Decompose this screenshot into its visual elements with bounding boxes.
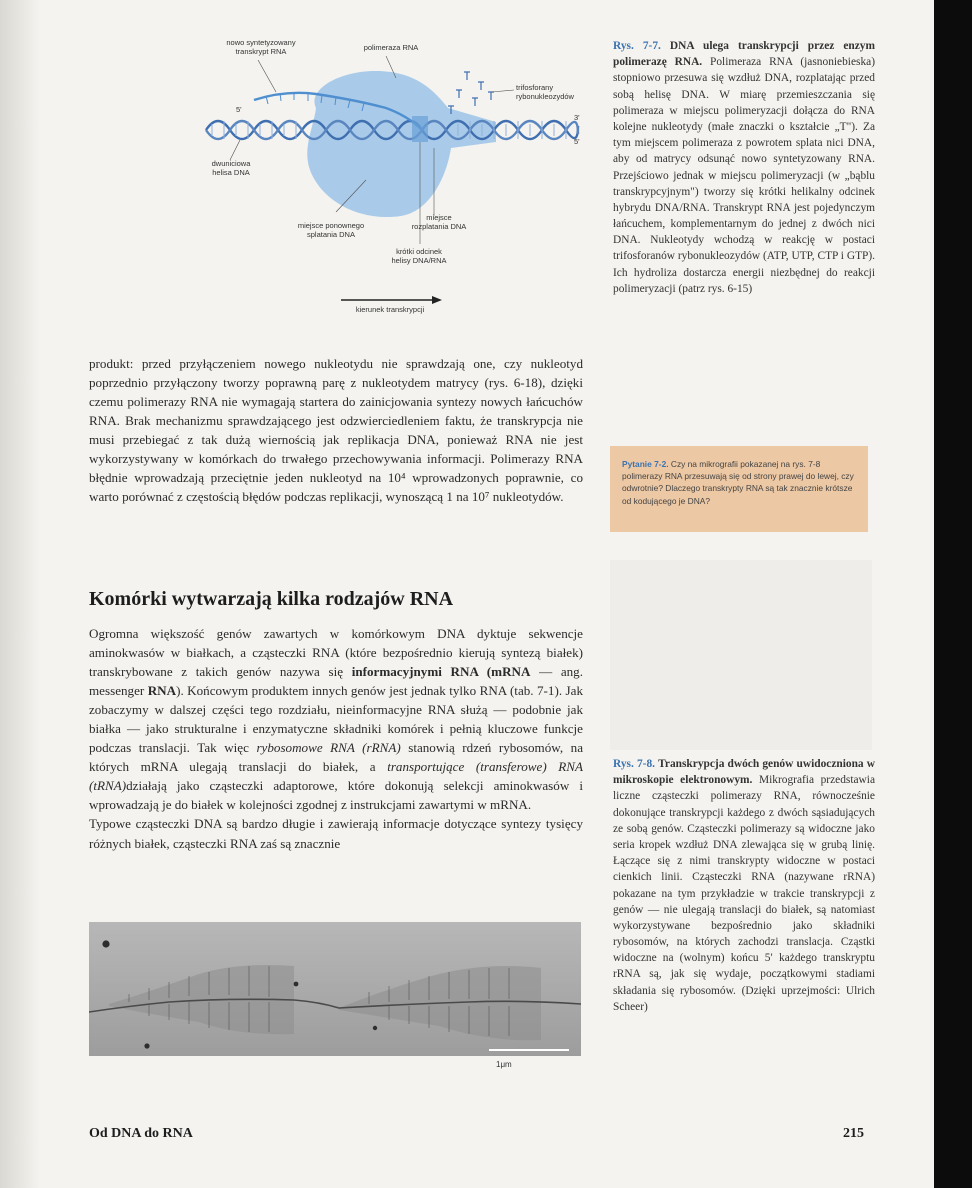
label-triphosphates: trifosforany rybonukleozydów — [516, 83, 574, 101]
bleed-through — [610, 560, 872, 750]
question-label: Pytanie 7-2. — [622, 459, 669, 469]
micrograph-image — [89, 922, 581, 1056]
caption-label: Rys. 7-7. — [613, 40, 661, 52]
label-unwinding-site: miejsce rozplatania DNA — [411, 213, 467, 231]
dna-rna-hybrid-region — [412, 116, 428, 142]
figure-7-7-caption — [613, 38, 875, 297]
question-text: Czy na mikrografii pokazanej na rys. 7-8 polimerazy RNA przesuwają się od strony prawej do lewej, czy odwrotnie? Dlaczego transkrypty RNA są tak znacznie krótsze od kodującego je DNA? — [622, 459, 854, 506]
paragraph-2 — [89, 624, 583, 853]
term-rna: RNA — [147, 683, 177, 699]
label-5-prime-top: 5' — [236, 105, 242, 114]
page-edge-shadow — [0, 0, 40, 1188]
label-direction: kierunek transkrypcji — [355, 305, 425, 314]
paragraph-3-text: Typowe cząsteczki DNA są bardzo długie i zawierają informacje dotyczące syntezy tysięcy różnych białek, cząsteczki RNA zaś są znacznie — [89, 816, 583, 851]
electron-micrograph — [89, 922, 581, 1056]
caption-body: Mikrografia przedstawia liczne cząsteczki polimerazy RNA, równocześnie dokonujące transkrypcji każdego z dwóch sąsiadujących ze sobą genów. Cząsteczki polimerazy są widoczne jako seria kropek wzdłuż DNA zlewająca się w grubą linię. Łączące się z nimi transkrypty widoczne w postaci cienkich linii. Cząsteczki RNA (nazywane rRNA) pokazane na tym przykładzie w trakcie transkrypcji z genów — nie ulegają translacji do białek, są natomiast wykorzystywane bezpośrednio jako składniki rybosomów, na których zachodzi translacja. Cząstki widoczne na (wolnym) końcu 5′ każdego transkryptu rRNA są, jak się wydaje, początkowymi stadiami składania się rybosomów. (Dzięki uprzejmości: Ulrich Scheer) — [613, 774, 876, 1013]
label-hybrid-helix: krótki odcinek helisy DNA/RNA — [391, 247, 447, 265]
label-polymerase: polimeraza RNA — [363, 43, 419, 52]
term-trna: transportujące (transferowe) RNA (tRNA) — [89, 759, 583, 794]
scan-border — [934, 0, 972, 1188]
label-new-transcript: nowo syntetyzowany transkrypt RNA — [226, 38, 296, 56]
paragraph-2-text — [89, 624, 583, 814]
term-mrna: informacyjnymi RNA (mRNA — [351, 664, 531, 680]
section-heading: Komórki wytwarzają kilka rodzajów RNA — [89, 588, 454, 610]
p2-part4: stanowią rdzeń rybosomów, na których mRNA ulegają translacji do białek, a — [89, 740, 584, 775]
label-5-prime-right: 5' — [574, 137, 580, 146]
term-rrna: rybosomowe RNA (rRNA) — [256, 740, 401, 756]
p2-part5: działają jako cząsteczki adaptorowe, które dokonują selekcji aminokwasów i wprowadzają je do białek w kolejności zgodnej z instrukcjami zawartymi w mRNA. — [89, 778, 583, 813]
paragraph-1 — [89, 354, 583, 506]
p2-part1: Ogromna większość genów zawartych w komórkowym DNA dyktuje sekwencje aminokwasów w białkach, a cząsteczki RNA (które bezpośrednio kierują syntezą białek) transkrybowane z takich genów nazywa się — [89, 626, 583, 680]
label-rewinding-site: miejsce ponownego splatania DNA — [297, 221, 365, 239]
scale-label: 1μm — [496, 1060, 512, 1069]
chapter-title: Od DNA do RNA — [89, 1126, 193, 1141]
caption-title: Transkrypcja dwóch genów uwidoczniona w mikroskopie elektronowym. — [613, 758, 875, 787]
label-3-prime: 3' — [574, 113, 580, 122]
p2-part3: ). Końcowym produktem innych genów jest jednak tylko RNA (tab. 7-1). Jak zobaczymy w dalszej części tego rozdziału, nieinformacyjne RNA służą — podobnie jak białka — jako strukturalne i enzymatyczne składniki komórek i pełnią kluczowe funkcje podczas translacji. Tak więc — [89, 683, 583, 756]
paragraph-1-text: produkt: przed przyłączeniem nowego nukleotydu nie sprawdzają one, czy nukleotyd poprzednio przyłączony tworzy poprawną parę z nukleotydem matrycy (rys. 6-18), dzięki czemu polimerazy RNA nie wymagają startera do zainicjowania syntezy nowych łańcuchów RNA. Brak mechanizmu sprawdzającego jest odzwierciedleniem faktu, że transkrypcja nie musi przebiegać z tak dużą wiernością jak replikacja DNA, ponieważ RNA nie jest wykorzystywany w komórkach do trwałego przechowywania informacji. Polimerazy RNA błędnie wprowadzają przeciętnie jeden nukleotyd na 10⁴ wprowadzonych poprawnie, co warto porównać z częstością błędów podczas replikacji, wynoszącą 1 na 10⁷ nukleotydów. — [89, 356, 583, 505]
caption-body: Polimeraza RNA (jasnoniebieska) stopniowo przesuwa się wzdłuż DNA, rozplatając przed sobą helisę DNA. W miarę przemieszczania się polimeraza w miejscu polimeryzacji dołącza do RNA kolejne nukleotydy (małe znaczki o kształcie „T"). Za tym miejscem polimeraza z powrotem splata nici DNA, aby od matrycy odsunąć nowo syntetyzowany RNA. Przejściowo jednak w miejscu polimeryzacji (w „bąblu transkrypcyjnym") tworzy się krótki helikalny odcinek hybrydu DNA/RNA. Transkrypt RNA jest pojedynczym łańcuchem, komplementarnym do jednej z dwóch nici DNA. Nukleotydy wchodzą w reakcję w postaci trifosforanów rybonukleozydów (ATP, UTP, CTP i GTP). Ich hydroliza dostarcza energii niezbędnej do reakcji polimeryzacji (patrz rys. 6-15) — [613, 56, 875, 295]
transcription-diagram — [196, 30, 596, 320]
figure-7-8-caption — [613, 756, 875, 1015]
question-box — [610, 446, 868, 532]
caption-title: DNA ulega transkrypcji przez enzym polimerazę RNA. — [613, 40, 875, 69]
p2-part2: — ang. messenger — [89, 664, 584, 699]
caption-label: Rys. 7-8. — [613, 758, 655, 770]
page-number: 215 — [843, 1126, 864, 1141]
rna-polymerase-shape — [307, 71, 496, 217]
label-double-helix: dwuniciowa helisa DNA — [211, 159, 251, 177]
